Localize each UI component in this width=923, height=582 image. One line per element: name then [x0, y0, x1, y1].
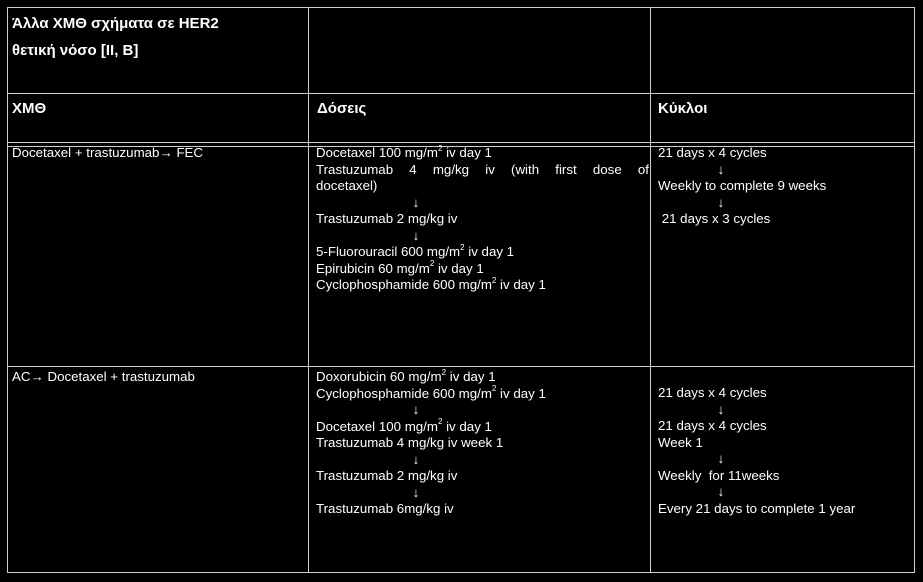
doses-cell — [316, 145, 649, 294]
down-arrow-icon: ↓ — [412, 227, 420, 243]
down-arrow-icon: ↓ — [717, 401, 725, 417]
dose-line: Cyclophosphamide 600 $mg/m^2$ iv day 1 — [316, 275, 546, 292]
down-arrow-icon: ↓ — [412, 194, 420, 210]
down-arrow-icon: ↓ — [717, 161, 725, 177]
row-divider — [8, 93, 914, 94]
dose-line: docetaxel) — [316, 178, 378, 193]
dose-line: Trastuzumab 4 mg/kg iv (with first dose of — [316, 161, 649, 177]
dose-line: Epirubicin 60 $mg/m^2$ iv day 1 — [316, 259, 484, 276]
cycle-line: Weekly for 11weeks — [658, 467, 780, 483]
doses-cell — [316, 369, 649, 518]
dose-line: Docetaxel 100 $mg/m^2$ iv day 1 — [316, 417, 492, 434]
dose-line: Docetaxel 100 $mg/m^2$ iv day 1 — [316, 143, 492, 160]
cycle-line: 21 days x 3 cycles — [658, 211, 771, 226]
title-line: θετική νόσο [ΙΙ, Β] — [12, 42, 139, 59]
down-arrow-icon: ↓ — [717, 194, 725, 210]
table-title — [12, 10, 304, 64]
dose-line: Trastuzumab 4 mg/kg iv week 1 — [316, 435, 504, 450]
down-arrow-icon: ↓ — [717, 484, 725, 499]
dose-line: Trastuzumab 2 mg/kg iv — [316, 211, 458, 226]
dose-line: Trastuzumab 6mg/kg iv — [316, 501, 454, 516]
regimen-cell: AC→ Docetaxel + trastuzumab — [12, 369, 195, 384]
header-doses: Δόσεις — [317, 100, 367, 117]
dose-line: Doxorubicin 60 $mg/m^2$ iv day 1 — [316, 367, 496, 384]
dose-line: 5-Fluorouracil 600 $mg/m^2$ iv day 1 — [316, 242, 515, 259]
down-arrow-icon: ↓ — [717, 451, 725, 466]
row-divider — [8, 366, 914, 367]
cycles-cell — [658, 145, 908, 228]
cycle-line: Weekly to complete 9 weeks — [658, 178, 827, 193]
dose-line: Trastuzumab 2 mg/kg iv — [316, 468, 458, 483]
cycle-line: 21 days x 4 cycles — [658, 418, 767, 433]
cycles-cell — [658, 385, 908, 517]
regimens-table — [7, 7, 915, 573]
cycle-line: 21 days x 4 cycles — [658, 385, 767, 400]
header-regimen: ΧΜΘ — [12, 100, 47, 117]
cycle-line: Week 1 — [658, 434, 703, 450]
header-cycles: Κύκλοι — [658, 100, 708, 117]
dose-line: Cyclophosphamide 600 $mg/m^2$ iv day 1 — [316, 384, 546, 401]
down-arrow-icon: ↓ — [412, 451, 420, 467]
down-arrow-icon: ↓ — [412, 484, 420, 500]
title-line: Άλλα ΧΜΘ σχήματα σε HER2 — [12, 15, 219, 32]
down-arrow-icon: ↓ — [412, 402, 420, 417]
cycle-line: Every 21 days to complete 1 year — [658, 500, 856, 516]
regimen-cell: Docetaxel + trastuzumab→ FEC — [12, 145, 204, 160]
cycle-line: 21 days x 4 cycles — [658, 145, 767, 160]
